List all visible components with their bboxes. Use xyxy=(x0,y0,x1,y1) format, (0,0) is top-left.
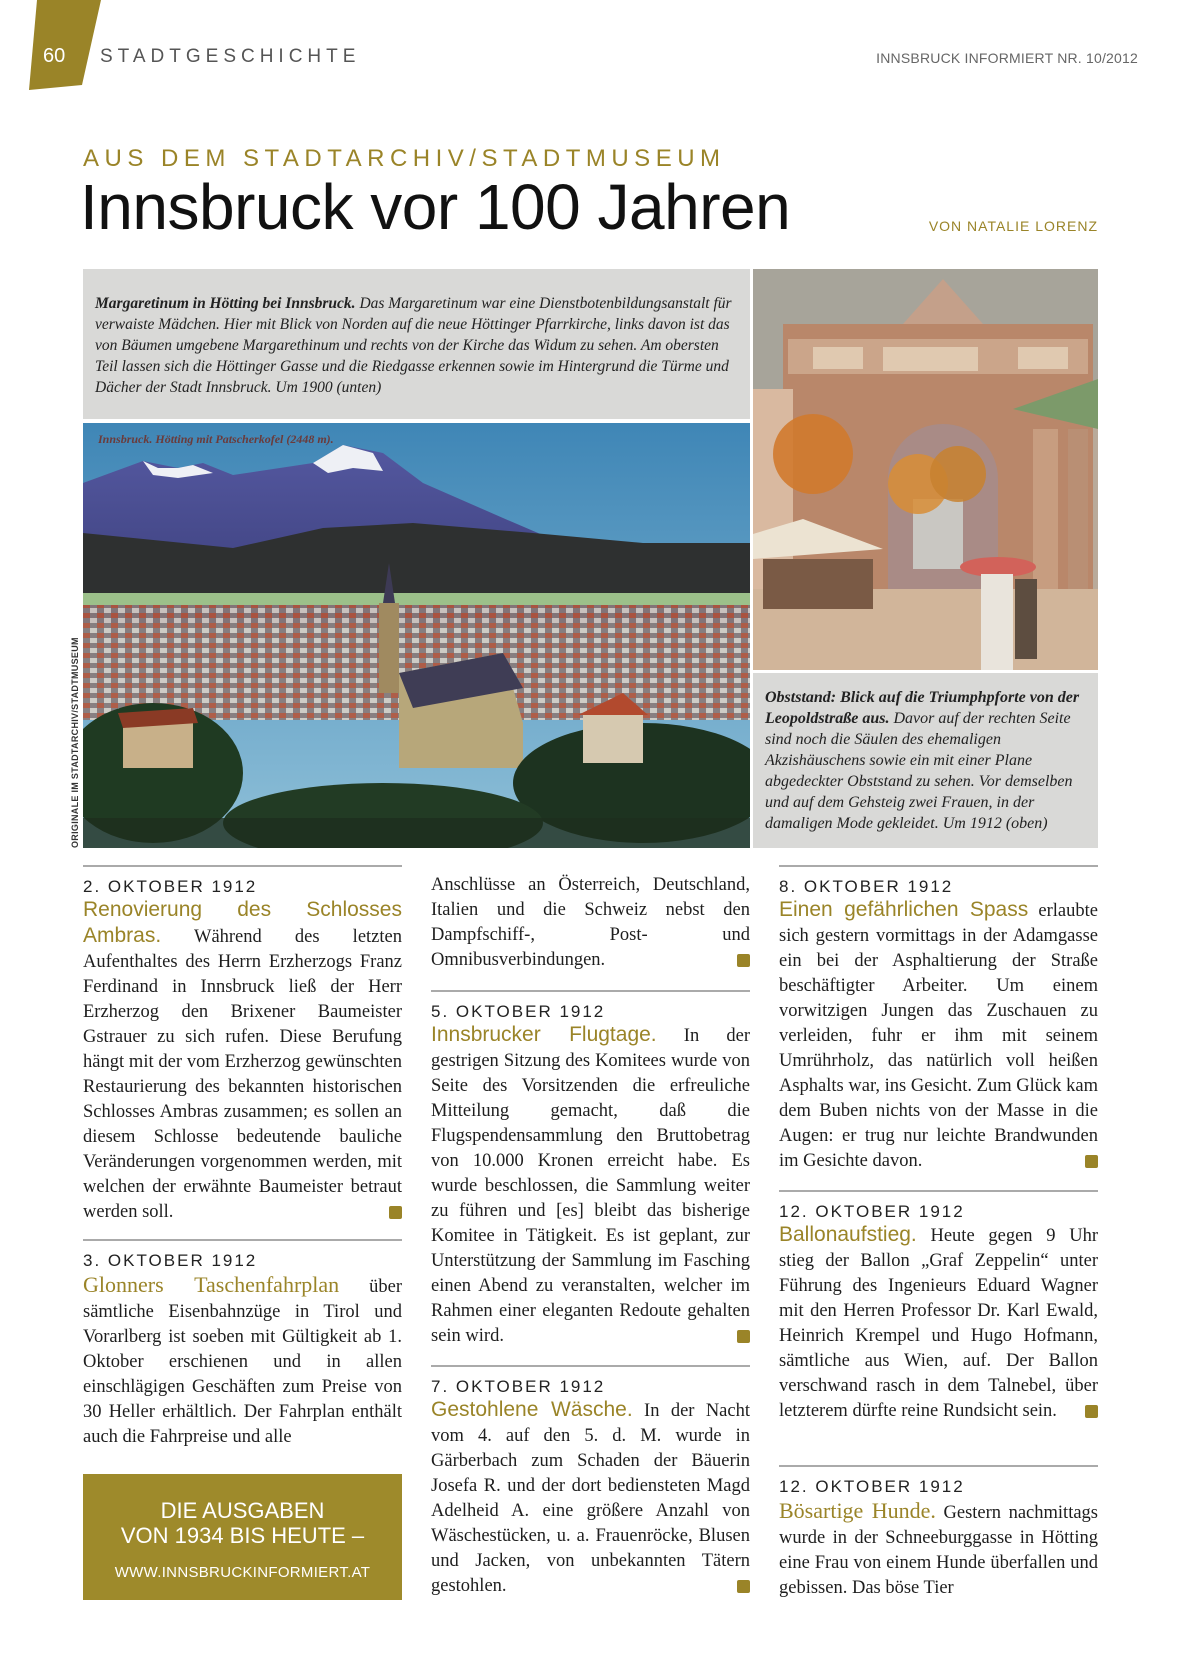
end-mark-icon xyxy=(1085,1405,1098,1418)
news-date: 2. OKTOBER 1912 xyxy=(83,877,258,896)
news-item-continuation xyxy=(431,873,750,973)
byline: VON NATALIE LORENZ xyxy=(928,218,1098,234)
section-name: STADTGESCHICHTE xyxy=(100,46,361,67)
end-mark-icon xyxy=(1085,1155,1098,1168)
news-item xyxy=(779,1190,1098,1424)
news-date: 3. OKTOBER 1912 xyxy=(83,1251,258,1270)
news-item xyxy=(83,865,402,1225)
caption-text: Das Margaretinum war eine Dienstbotenbildungsanstalt für verwaiste Mädchen. Hier mit Blick von Norden auf die neue Höttinger Pfarrkirche, links davon ist das von Bäumen umgebene Margarethinum und rechts von der Kirche das Widum zu sehen. Am obersten Teil lassen sich die Höttinger Gasse und die Riedgasse erkennen sowie im Hintergrund die Türme und Dächer der Stadt Innsbruck. Um 1900 (unten) xyxy=(95,295,732,396)
end-mark-icon xyxy=(737,954,750,967)
news-item xyxy=(431,1365,750,1599)
news-item xyxy=(779,1465,1098,1601)
page-title: Innsbruck vor 100 Jahren xyxy=(80,171,791,243)
news-date: 12. OKTOBER 1912 xyxy=(779,1477,965,1496)
news-body: Anschlüsse an Österreich, Deutschland, Italien und die Schweiz nebst den Dampfschiff-, Post- und Omnibusverbindungen. xyxy=(431,875,750,970)
news-body: erlaubte sich gestern vormittags in der Adamgasse ein bei der Asphaltierung der Straße beschäftigter Arbeiter. Um einem vorwitzigen Jungen das Zuschauen zu verleiden, fuhr er ihm mit seinem Umrührholz, das natürlich voll heißen Asphalts war, ins Gesicht. Zum Glück kam dem Buben nichts von der Masse in die Augen: er trug nur leichte Brandwunden im Gesichte davon. xyxy=(779,901,1098,1171)
news-body: Während des letzten Aufenthaltes des Herrn Erzherzogs Franz Ferdinand in Innsbruck ließ der Herr Erzherzog den Brixener Baumeister Gstrauer zu sich rufen. Diese Berufung hängt mit der vom Erzherzog gewünschten Restaurierung des bekannten historischen Schlosses Ambras zusammen; es sollen an diesem Schlosse bedeutende bauliche Veränderungen vorgenommen werden, mit welchen der erwähnte Baumeister betraut werden soll. xyxy=(83,927,402,1222)
news-headline: Renovierung des Schlosses Ambras. xyxy=(83,898,402,947)
photo-credit: ORIGINALE IM STADTARCHIV/STADTMUSEUM xyxy=(70,637,80,848)
caption-bold: Obststand: Blick auf die Triumphpforte von der Leopoldstraße aus. xyxy=(765,689,1080,727)
end-mark-icon xyxy=(389,1206,402,1219)
promo-line-2: VON 1934 BIS HEUTE – xyxy=(120,1523,365,1548)
triumphpforte-image xyxy=(753,269,1098,670)
end-mark-icon xyxy=(737,1580,750,1593)
news-date: 7. OKTOBER 1912 xyxy=(431,1377,606,1396)
news-date: 12. OKTOBER 1912 xyxy=(779,1202,965,1221)
news-date: 5. OKTOBER 1912 xyxy=(431,1002,606,1021)
news-body: In der Nacht vom 4. auf den 5. d. M. wurde in Gärberbach zum Schaden der Bäuerin Josefa R. und der dort bediensteten Magd Adelheid A. eine größere Anzahl von Wäschestücken, u. a. Frauenröcke, Blusen und Jacken, von unbekannten Tätern gestohlen. xyxy=(431,1401,750,1596)
news-headline: Glonners Taschenfahrplan xyxy=(83,1272,340,1297)
promo-line-1: DIE AUSGABEN xyxy=(160,1498,325,1523)
news-item xyxy=(779,865,1098,1174)
news-body: über sämtliche Eisenbahnzüge in Tirol und Vorarlberg ist soeben mit Gültigkeit ab 1. Oktober erschienen und in allen einschlägigen Geschäften zum Preise von 30 Heller erhältlich. Der Fahrplan enthält auch die Fahrpreise und alle xyxy=(83,1277,402,1447)
caption-bold: Margaretinum in Hötting bei Innsbruck. xyxy=(95,295,356,312)
hoetting-postcard-image xyxy=(83,423,750,848)
news-item xyxy=(431,990,750,1349)
archive-promo-box[interactable] xyxy=(83,1474,402,1600)
right-photo-caption xyxy=(753,673,1098,848)
caption-text: Davor auf der rechten Seite sind noch die Säulen des ehemaligen Akzishäuschens sowie ein mit einer Plane abgedeckter Obststand zu sehen. Vor demselben und auf dem Gehsteig zwei Frauen, in der damaligen Mode gekleidet. Um 1912 (oben) xyxy=(765,710,1073,832)
news-body: Heute gegen 9 Uhr stieg der Ballon „Graf Zeppelin“ unter Führung des Ingenieurs Eduard Wagner mit den Herren Professor Dr. Karl Ewald, Heinrich Krempel und Hugo Hofmann, sämtliche aus Wien, auf. Der Ballon verschwand rasch in dem Talnebel, über letzterem dürfte reine Rundsicht sein. xyxy=(779,1226,1098,1421)
news-body: Gestern nachmittags wurde in der Schneeburggasse in Hötting eine Frau von einem Hunde überfallen und gebissen. Das böse Tier xyxy=(779,1503,1098,1598)
promo-url-link[interactable]: WWW.INNSBRUCKINFORMIERT.AT xyxy=(114,1564,371,1581)
publication-issue: INNSBRUCK INFORMIERT NR. 10/2012 xyxy=(876,50,1138,66)
news-headline: Innsbrucker Flugtage. xyxy=(431,1023,657,1046)
news-headline: Ballonaufstieg. xyxy=(779,1223,917,1246)
news-item xyxy=(83,1239,402,1450)
news-headline: Bösartige Hunde. xyxy=(779,1498,936,1523)
news-headline: Gestohlene Wäsche. xyxy=(431,1398,633,1421)
news-headline: Einen gefährlichen Spass xyxy=(779,898,1029,921)
article-kicker: AUS DEM STADTARCHIV/STADTMUSEUM xyxy=(83,145,726,172)
page-number: 60 xyxy=(43,45,66,67)
news-body: In der gestrigen Sitzung des Komitees wurde von Seite des Vorsitzenden die erfreuliche Mitteilung gemacht, daß die Flugspendensammlung den Bruttobetrag von 10.000 Kronen erreicht habe. Es wurde beschlossen, die Sammlung weiter zu führen und [es] bleibt das bisherige Komitee in Tätigkeit. Es ist geplant, zur Unterstützung der Sammlung im Fasching einen Abend zu veranstalten, welcher im Rahmen einer eleganten Redoute gehalten sein wird. xyxy=(431,1026,750,1346)
main-photo-caption xyxy=(83,269,750,419)
news-date: 8. OKTOBER 1912 xyxy=(779,877,954,896)
postcard-label: Innsbruck. Hötting mit Patscherkofel (2448 m). xyxy=(98,432,334,446)
end-mark-icon xyxy=(737,1330,750,1343)
